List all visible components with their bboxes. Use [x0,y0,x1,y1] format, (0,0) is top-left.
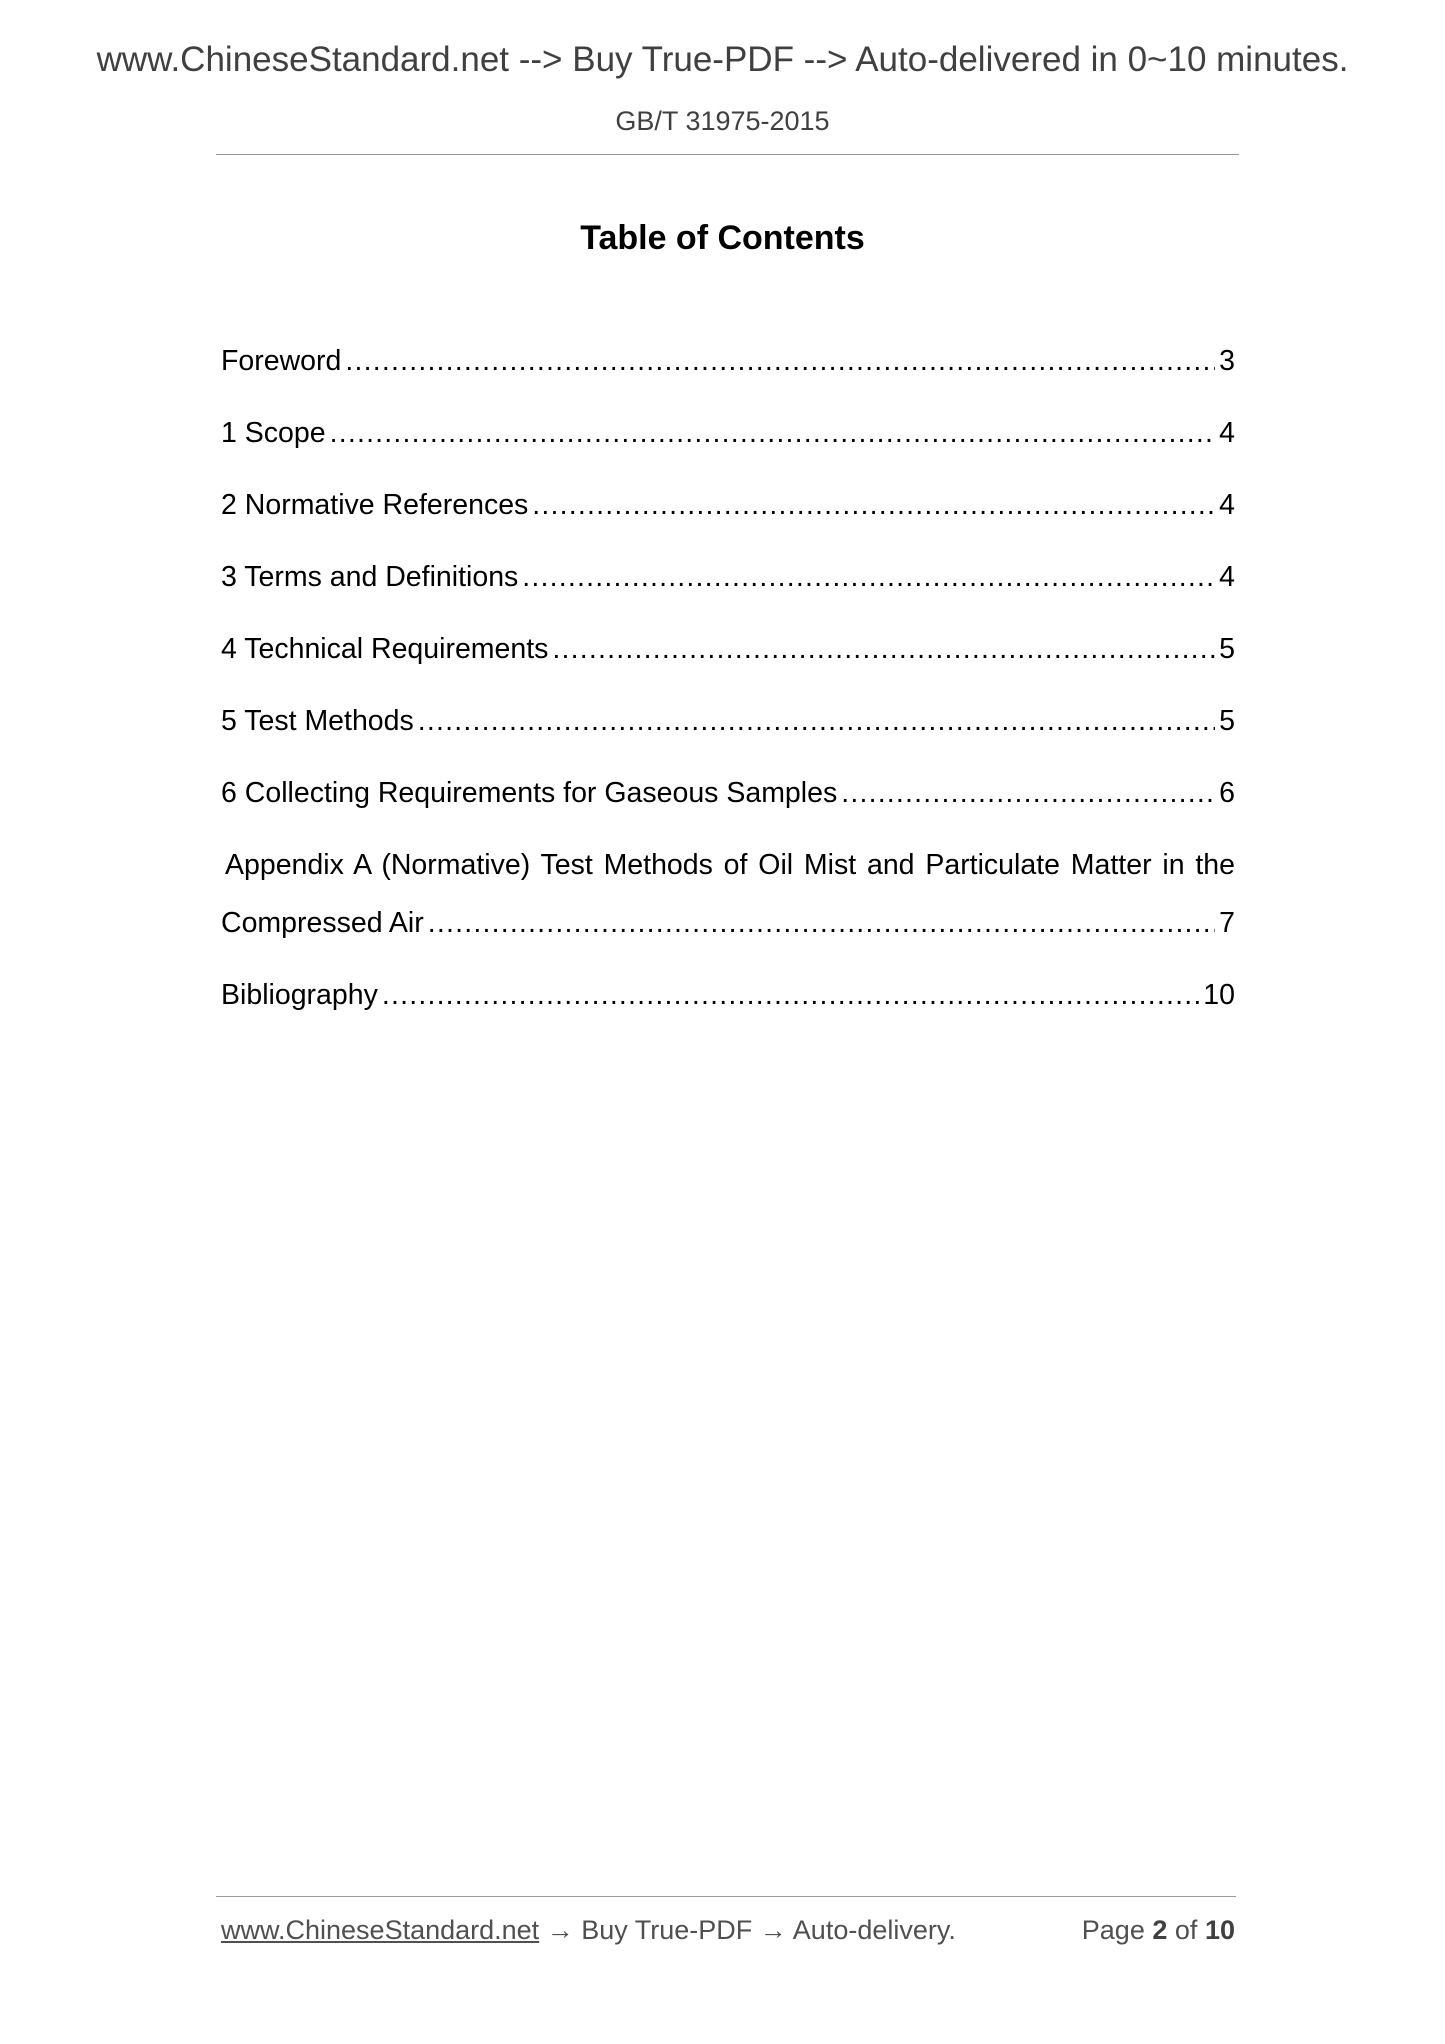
total-pages-number: 10 [1204,1915,1235,1945]
arrow-right-icon: → [546,1915,574,1945]
toc-entry-appendix-a[interactable] [221,902,1235,944]
site-banner: www.ChineseStandard.net --> Buy True-PDF --> Auto-delivered in 0~10 minutes. [96,40,1349,79]
page-of-word: of [1174,1915,1198,1945]
toc-entry-collecting-requirements[interactable] [221,772,1235,814]
toc-entry-label: 1 Scope [221,417,326,449]
page-word: Page [1081,1915,1145,1945]
toc-dot-leader [532,484,1215,526]
toc-entry-label: 5 Test Methods [221,705,414,737]
toc-dot-leader [418,700,1215,742]
toc-dot-leader [428,902,1215,944]
toc-page-number: 6 [1219,777,1235,809]
toc-entry-label: Compressed Air [221,907,424,939]
toc-dot-leader [522,556,1215,598]
toc-page-number: 3 [1219,345,1235,377]
toc-entry-label: Foreword [221,345,342,377]
toc-page-number: 5 [1219,633,1235,665]
toc-dot-leader [552,628,1215,670]
toc-entry-label: Bibliography [221,979,378,1011]
page-indicator [1082,1912,1235,1948]
toc-entry-terms-definitions[interactable] [221,556,1235,598]
footer-delivery-text: Auto-delivery. [792,1915,956,1945]
toc-entry-technical-requirements[interactable] [221,628,1235,670]
toc-entry-foreword[interactable] [221,340,1235,382]
toc-page-number: 5 [1219,705,1235,737]
footer-divider [216,1896,1236,1897]
toc-dot-leader [330,412,1216,454]
arrow-right-icon: → [759,1915,787,1945]
toc-dot-leader [841,772,1215,814]
document-code: GB/T 31975-2015 [615,106,830,136]
header-divider [216,154,1239,155]
toc-page-number: 10 [1203,979,1235,1011]
toc-entry-label: 4 Technical Requirements [221,633,549,665]
toc-dot-leader [345,340,1215,382]
footer-site-link[interactable]: www.ChineseStandard.net [221,1915,540,1945]
toc-page-number: 7 [1219,907,1235,939]
toc-entry-label: 3 Terms and Definitions [221,561,519,593]
toc-page-number: 4 [1219,489,1235,521]
toc-page-number: 4 [1219,561,1235,593]
toc-title: Table of Contents [580,219,865,257]
toc-entry-label: 2 Normative References [221,489,529,521]
footer-promo [221,1912,956,1948]
current-page-number: 2 [1152,1915,1168,1945]
toc-entry-label: 6 Collecting Requirements for Gaseous Samples [221,777,838,809]
toc-entry-bibliography[interactable] [221,974,1235,1016]
footer-buy-text: Buy True-PDF [581,1915,753,1945]
toc-dot-leader [382,974,1199,1016]
toc-entry-normative-references[interactable] [221,484,1235,526]
toc-page-number: 4 [1219,417,1235,449]
page-footer [221,1912,1235,1948]
toc-entry-appendix-a-line1[interactable]: Appendix A (Normative) Test Methods of Oil Mist and Particulate Matter in the [225,849,1235,881]
toc-entry-test-methods[interactable] [221,700,1235,742]
toc-entry-scope[interactable] [221,412,1235,454]
